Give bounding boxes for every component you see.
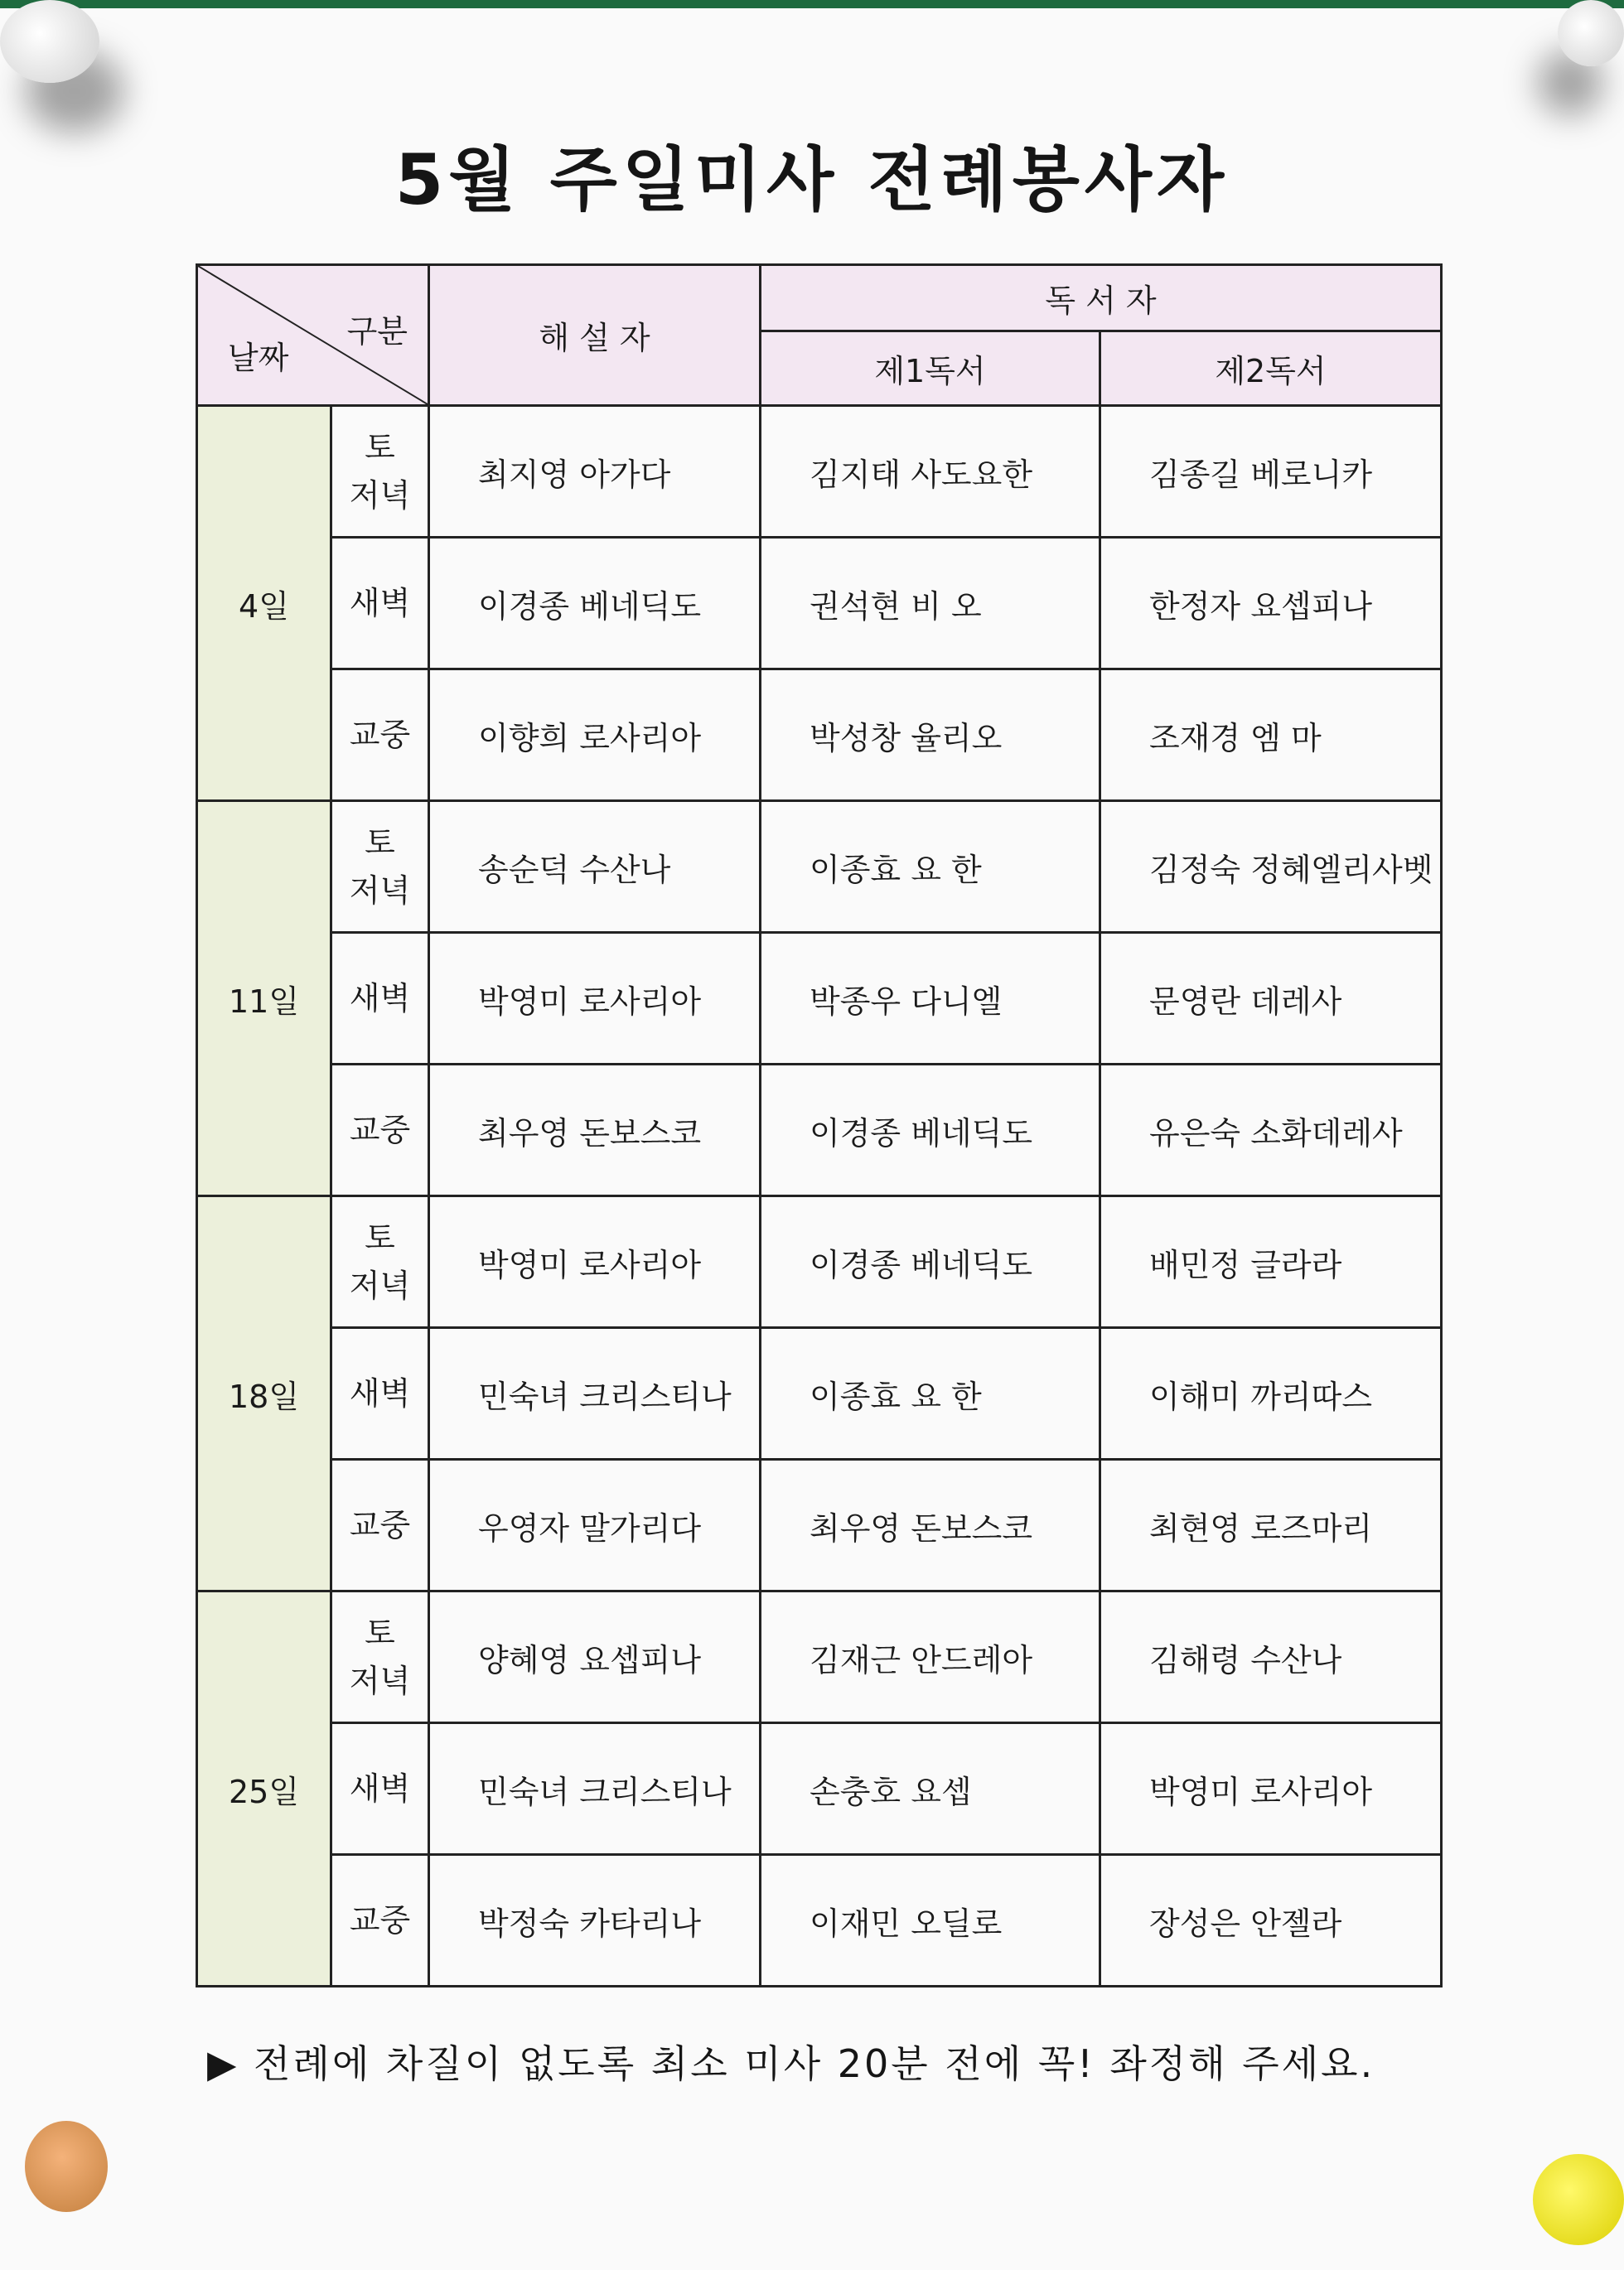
first-reader-cell: 이경종 베네딕도	[761, 1065, 1100, 1196]
background-strip	[0, 0, 1624, 8]
second-reader-cell: 김해령 수산나	[1100, 1591, 1442, 1723]
header-date: 날짜	[228, 340, 289, 376]
second-reader-cell: 문영란 데레사	[1100, 933, 1442, 1065]
first-reader-cell: 김지태 사도요한	[761, 406, 1100, 538]
slot-cell: 새벽	[331, 1723, 429, 1855]
header-readers: 독 서 자	[761, 265, 1442, 331]
table-row	[197, 669, 1442, 801]
commentator-cell: 민숙녀 크리스티나	[429, 1328, 761, 1460]
slot-cell: 교중	[331, 1065, 429, 1196]
commentator-cell: 우영자 말가리다	[429, 1460, 761, 1591]
second-reader-cell: 한정자 요셉피나	[1100, 538, 1442, 669]
date-cell: 4일	[197, 406, 331, 801]
commentator-cell: 이향희 로사리아	[429, 669, 761, 801]
commentator-cell: 최우영 돈보스코	[429, 1065, 761, 1196]
slot-cell: 교중	[331, 1855, 429, 1987]
slot-cell: 새벽	[331, 933, 429, 1065]
table-row	[197, 1460, 1442, 1591]
date-cell: 11일	[197, 801, 331, 1196]
slot-cell: 새벽	[331, 538, 429, 669]
table-row	[197, 1065, 1442, 1196]
second-reader-cell: 김종길 베로니카	[1100, 406, 1442, 538]
header-first-reading: 제1독서	[761, 331, 1100, 406]
first-reader-cell: 박종우 다니엘	[761, 933, 1100, 1065]
commentator-cell: 양혜영 요셉피나	[429, 1591, 761, 1723]
commentator-cell: 최지영 아가다	[429, 406, 761, 538]
date-cell: 25일	[197, 1591, 331, 1987]
commentator-cell: 박정숙 카타리나	[429, 1855, 761, 1987]
roster-table	[196, 263, 1443, 1987]
first-reader-cell: 이재민 오딜로	[761, 1855, 1100, 1987]
page-title: 5월 주일미사 전례봉사자	[394, 139, 1230, 220]
pushpin-white-top-left	[0, 0, 99, 83]
first-reader-cell: 최우영 돈보스코	[761, 1460, 1100, 1591]
table-row	[197, 933, 1442, 1065]
pushpin-wood-bottom-left	[25, 2121, 108, 2212]
pushpin-yellow-bottom-right	[1533, 2154, 1624, 2245]
first-reader-cell: 이종효 요 한	[761, 801, 1100, 933]
first-reader-cell: 손충호 요셉	[761, 1723, 1100, 1855]
commentator-cell: 민숙녀 크리스티나	[429, 1723, 761, 1855]
commentator-cell: 박영미 로사리아	[429, 1196, 761, 1328]
notice-text: ▶ 전례에 차질이 없도록 최소 미사 20분 전에 꼭! 좌정해 주세요.	[207, 2041, 1375, 2086]
commentator-cell: 이경종 베네딕도	[429, 538, 761, 669]
commentator-cell: 송순덕 수산나	[429, 801, 761, 933]
header-commentator: 해 설 자	[429, 265, 761, 406]
slot-cell: 새벽	[331, 1328, 429, 1460]
table-row	[197, 1855, 1442, 1987]
header-category: 구분	[346, 313, 408, 350]
slot-cell: 토 저녁	[331, 406, 429, 538]
header-corner-cell	[197, 265, 429, 406]
slot-cell: 토 저녁	[331, 1591, 429, 1723]
table-row	[197, 1196, 1442, 1328]
slot-cell: 교중	[331, 1460, 429, 1591]
first-reader-cell: 이종효 요 한	[761, 1328, 1100, 1460]
slot-cell: 교중	[331, 669, 429, 801]
second-reader-cell: 최현영 로즈마리	[1100, 1460, 1442, 1591]
table-row	[197, 801, 1442, 933]
first-reader-cell: 김재근 안드레아	[761, 1591, 1100, 1723]
date-cell: 18일	[197, 1196, 331, 1591]
commentator-cell: 박영미 로사리아	[429, 933, 761, 1065]
second-reader-cell: 배민정 글라라	[1100, 1196, 1442, 1328]
table-row	[197, 406, 1442, 538]
second-reader-cell: 유은숙 소화데레사	[1100, 1065, 1442, 1196]
second-reader-cell: 김정숙 정혜엘리사벳	[1100, 801, 1442, 933]
slot-cell: 토 저녁	[331, 1196, 429, 1328]
first-reader-cell: 권석현 비 오	[761, 538, 1100, 669]
table-row	[197, 1591, 1442, 1723]
slot-cell: 토 저녁	[331, 801, 429, 933]
table-row	[197, 1328, 1442, 1460]
second-reader-cell: 조재경 엠 마	[1100, 669, 1442, 801]
header-second-reading: 제2독서	[1100, 331, 1442, 406]
table-row	[197, 1723, 1442, 1855]
second-reader-cell: 박영미 로사리아	[1100, 1723, 1442, 1855]
second-reader-cell: 장성은 안젤라	[1100, 1855, 1442, 1987]
first-reader-cell: 박성창 율리오	[761, 669, 1100, 801]
first-reader-cell: 이경종 베네딕도	[761, 1196, 1100, 1328]
pushpin-white-top-right	[1558, 0, 1624, 66]
second-reader-cell: 이해미 까리따스	[1100, 1328, 1442, 1460]
table-row	[197, 538, 1442, 669]
